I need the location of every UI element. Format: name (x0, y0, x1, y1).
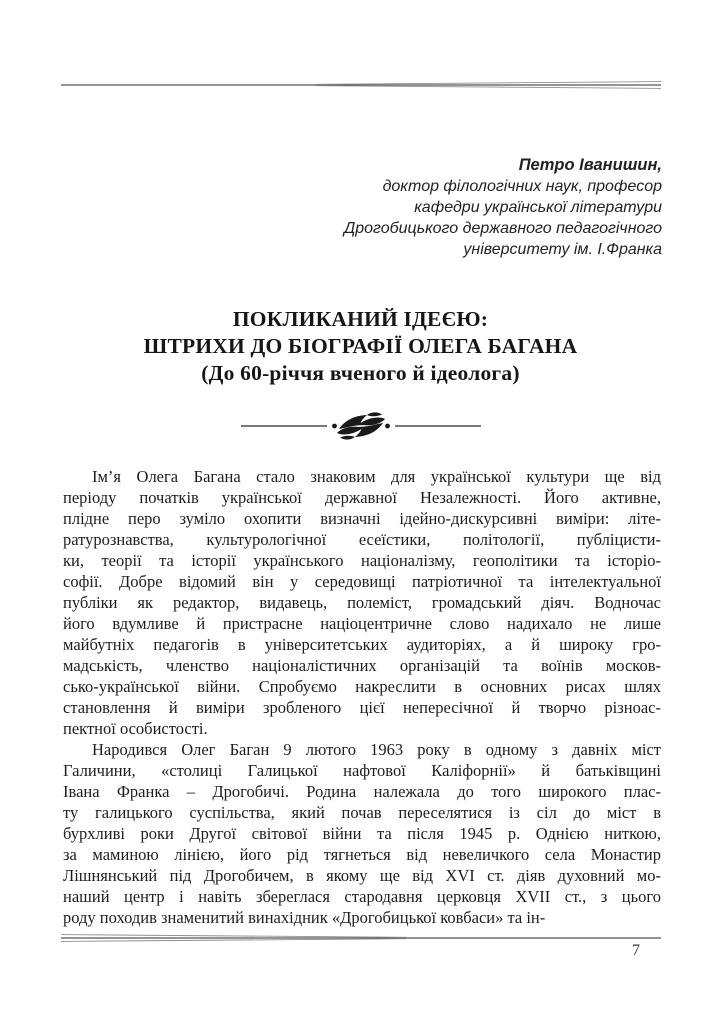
body-line: становлення й виміри зробленого цієї непересічної й творчо різноас- (63, 698, 661, 717)
body-line: публіки як редактор, видавець, полеміст, громадський діяч. Водночас (63, 593, 661, 612)
body-line: періоду початків української державної Незалежності. Його активне, (63, 488, 661, 507)
title-line: (До 60-річчя вченого й ідеолога) (201, 361, 520, 385)
body-line: мадськість, членство націоналістичних організацій та воїнів москов- (63, 656, 661, 675)
body-line: плідне перо зуміло охопити визначні ідейно-дискурсивні виміри: літе- (63, 509, 661, 528)
paragraph-1 (63, 466, 661, 739)
page-number: 7 (632, 942, 640, 959)
body-line: його вдумливе й пристрасне націоцентричне слово надихало не лише (63, 614, 661, 633)
header-rule (61, 80, 661, 90)
body-line: сько-української війни. Спробуємо накреслити в основних рисах шлях (63, 677, 661, 696)
body-line: за маминою лінією, його рід тягнеться від невеличкого села Монастир (63, 845, 661, 864)
body-line: Лішнянський під Дрогобичем, в якому ще від XVI ст. діяв духовний мо- (63, 866, 661, 885)
paragraph-2 (63, 739, 661, 928)
body-line: пектної особистості. (63, 719, 208, 738)
body-line: роду походив знаменитий винахідник «Дрогобицької ковбаси» та ін- (63, 908, 546, 927)
author-name: Петро Іванишин, (518, 156, 662, 174)
body-line: наший центр і навіть збереглася стародавня церковця XVII ст., з цього (63, 887, 661, 906)
body-line: майбутніх педагогів в університетських аудиторіях, а й широку гро- (63, 635, 661, 654)
body-line: ту галицького суспільства, який почав переселятися із сіл до міст в (63, 803, 661, 822)
article-body (63, 466, 661, 928)
body-line: бурхливі роки Другої світової війни та після 1945 р. Однією ниткою, (63, 824, 661, 843)
author-affiliation-line: Дрогобицького державного педагогічного (343, 220, 662, 237)
author-affiliation-line: університету ім. І.Франка (463, 241, 662, 258)
title-line: ШТРИХИ ДО БІОГРАФІЇ ОЛЕГА БАГАНА (143, 334, 578, 358)
author-affiliation-line: кафедри української літератури (414, 199, 662, 216)
body-line: ки, теорії та історії українського націоналізму, геополітики та історіо- (63, 551, 661, 570)
body-line: ратурознавства, культурологічної есеїстики, політології, публіцисти- (63, 530, 661, 549)
body-line: Івана Франка – Дрогобичі. Родина належала до того широкого плас- (63, 782, 661, 801)
body-line: Народився Олег Баган 9 лютого 1963 року в одному з давніх міст (92, 740, 661, 759)
footer-rule (61, 933, 661, 943)
article-title (0, 306, 721, 387)
author-affiliation-line: доктор філологічних наук, професор (382, 178, 662, 195)
title-line: ПОКЛИКАНИЙ ІДЕЄЮ: (232, 307, 489, 331)
fleuron-divider-icon (241, 408, 481, 444)
author-block (344, 155, 662, 260)
body-line: софії. Добре відомий він у середовищі патріотичної та інтелектуальної (63, 572, 661, 591)
body-line: Галичини, «столиці Галицької нафтової Каліфорнії» й батьківщині (63, 761, 661, 780)
body-line: Ім’я Олега Багана стало знаковим для української культури ще від (92, 467, 661, 486)
